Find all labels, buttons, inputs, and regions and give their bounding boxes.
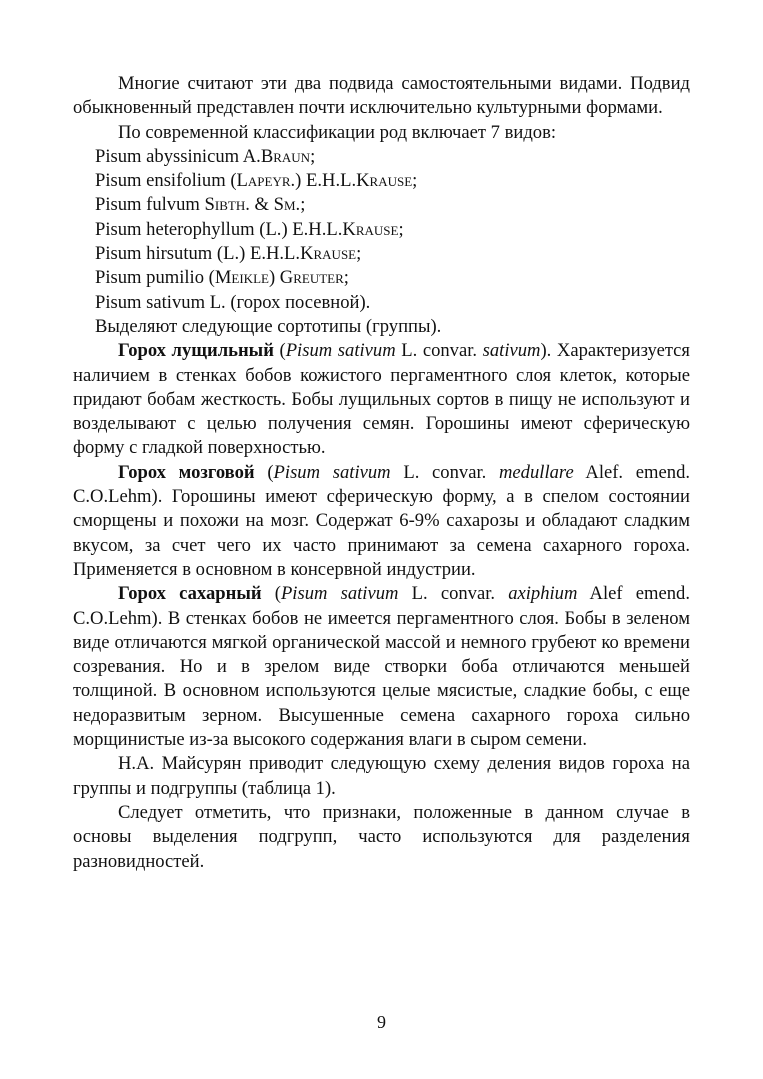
intro-paragraph: Многие считают эти два подвида самостоятельными видами. Подвид обыкновенный представлен почти исключительно культурными формами.: [73, 73, 690, 119]
species-item: Pisum fulvum Sibth. & Sm.;: [95, 194, 306, 216]
species-item: Pisum pumilio (Meikle) Greuter;: [95, 267, 349, 289]
species-item: Pisum abyssinicum A.Braun;: [95, 145, 316, 167]
species-item: Pisum ensifolium (Lapeyr.) E.H.L.Krause;: [95, 170, 418, 192]
page-body: [73, 72, 690, 874]
sakharny-title: Горох сахарный: [118, 583, 262, 605]
luschilny-paragraph: Горох лущильный (Pisum sativum L. convar. sativum). Характеризуется наличием в стенках бобов кожистого пергаментного слоя клеток, которые придают бобам жесткость. Бобы лущильных сортов в пищу не используют и возделывают с целью получения семян. Горошины имеют сферическую форму с гладкой поверхностью.: [73, 340, 690, 459]
sortotypes-intro: Выделяют следующие сортотипы (группы).: [95, 315, 442, 337]
conclusion-paragraph: Следует отметить, что признаки, положенные в данном случае в основы выделения подгрупп, часто используются для разделения разновидностей.: [73, 801, 690, 872]
classification-paragraph: По современной классификации род включает 7 видов:: [118, 121, 557, 143]
species-item: Pisum hirsutum (L.) E.H.L.Krause;: [95, 243, 362, 265]
species-item: Pisum sativum L. (горох посевной).: [95, 291, 371, 313]
species-item: Pisum heterophyllum (L.) E.H.L.Krause;: [95, 218, 404, 240]
sakharny-paragraph: Горох сахарный (Pisum sativum L. convar. axiphium Alef emend. C.O.Lehm). В стенках бобов не имеется пергаментного слоя. Бобы в зеленом виде отличаются мягкой органической массой и немного грубеют ко времени созревания. Но и в зрелом виде створки боба отличаются меньшей толщиной. В основном используются целые мясистые, сладкие бобы, с еще недоразвитым зерном. Высушенные семена сахарного гороха сильно морщинистые из-за высокого содержания влаги в сыром семени.: [73, 583, 690, 751]
page-number: 9: [377, 1012, 386, 1032]
luschilny-title: Горох лущильный: [118, 340, 274, 362]
mozgovoy-paragraph: Горох мозговой (Pisum sativum L. convar. medullare Alef. emend. C.O.Lehm). Горошины имеют сферическую форму, а в спелом состоянии сморщены и похожи на мозг. Содержат 6-9% сахарозы и обладают сладким вкусом, за счет чего их часто принимают за семена сахарного гороха. Применяется в основном в консервной индустрии.: [73, 461, 691, 580]
species-list: [73, 145, 690, 339]
mozgovoy-title: Горох мозговой: [118, 461, 255, 483]
maisuryan-paragraph: Н.А. Майсурян приводит следующую схему деления видов гороха на группы и подгруппы (таблица 1).: [73, 753, 690, 799]
